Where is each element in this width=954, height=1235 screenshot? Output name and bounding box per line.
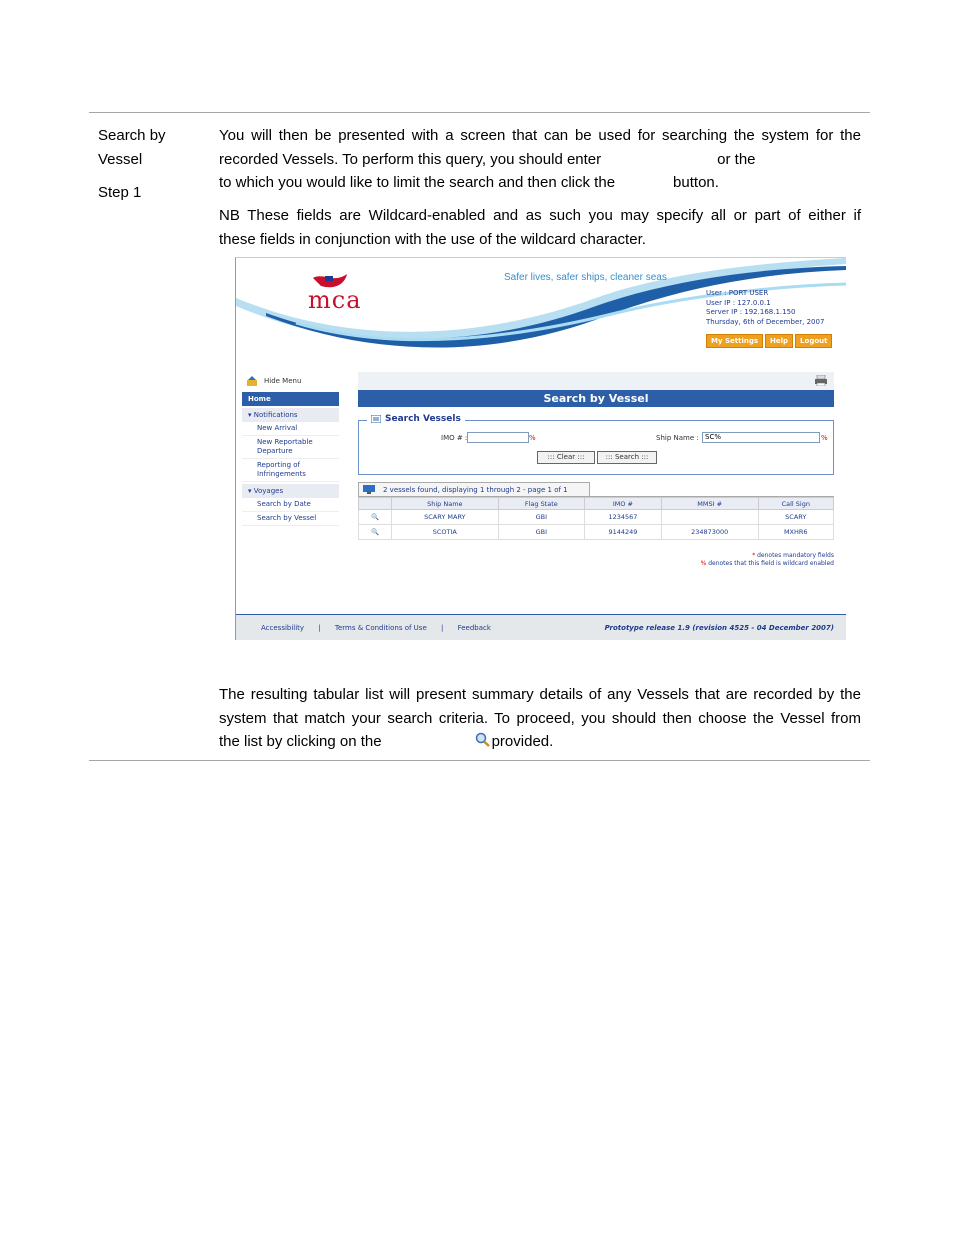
column-header: IMO # xyxy=(585,498,662,510)
result-line1: The resulting tabular list will present summary details of any Vessels that are recorded by the xyxy=(219,686,861,703)
printer-icon[interactable] xyxy=(814,375,828,386)
table-cell: GBI xyxy=(498,525,584,540)
section-label-line2: Vessel xyxy=(98,151,143,168)
result-line3b: provided. xyxy=(491,733,554,750)
magnifier-icon[interactable]: 🔍 xyxy=(359,510,392,525)
column-header: Flag State xyxy=(498,498,584,510)
menu-voyages-label: Voyages xyxy=(253,487,284,495)
user-name: User : PORT USER xyxy=(706,289,769,297)
tagline: Safer lives, safer ships, cleaner seas xyxy=(504,272,667,283)
toolbar xyxy=(358,372,834,390)
bottom-rule xyxy=(89,760,870,761)
logo: mca xyxy=(308,286,362,314)
hide-menu-icon xyxy=(246,375,258,387)
menu-new-arrival[interactable]: New Arrival xyxy=(242,422,339,436)
column-header: Call Sign xyxy=(758,498,833,510)
hide-menu-label: Hide Menu xyxy=(264,377,302,385)
results-summary: 2 vessels found, displaying 1 through 2 - page 1 of 1 xyxy=(383,485,568,494)
result-line2: system that match your search criteria. To proceed, you should then choose the Vessel from xyxy=(219,709,861,727)
search-button[interactable]: ::: Search ::: xyxy=(597,451,657,464)
legend-notes xyxy=(701,552,834,568)
imo-label: IMO # : xyxy=(441,434,468,442)
search-vessels-title: Search Vessels xyxy=(385,414,461,424)
intro-line2b: or the xyxy=(717,150,756,168)
intro-line3 xyxy=(219,171,861,195)
chevron-down-icon: ▾ xyxy=(248,411,254,419)
menu-search-by-vessel[interactable]: Search by Vessel xyxy=(242,512,339,526)
intro-line2a: recorded Vessels. To perform this query, you should enter xyxy=(219,150,602,168)
user-ip: User IP : 127.0.0.1 xyxy=(706,298,771,307)
wildcard-mark: % xyxy=(700,560,707,567)
intro-line3b: button. xyxy=(673,174,719,191)
menu-home[interactable]: Home xyxy=(242,392,339,406)
nb-line1: NB These fields are Wildcard-enabled and as such you may specify all or part of either if xyxy=(219,207,861,224)
page-title: Search by Vessel xyxy=(358,390,834,407)
ship-name-wildcard-marker: % xyxy=(821,434,828,442)
user-info xyxy=(706,289,824,327)
app-screenshot xyxy=(235,257,846,640)
magnifier-icon[interactable]: 🔍 xyxy=(359,525,392,540)
column-header: Ship Name xyxy=(392,498,499,510)
menu-search-by-date[interactable]: Search by Date xyxy=(242,498,339,512)
mandatory-text: denotes mandatory fields xyxy=(757,552,834,559)
terms-link[interactable]: Terms & Conditions of Use xyxy=(334,624,427,632)
form-icon xyxy=(371,415,381,423)
footer-separator: | xyxy=(441,624,444,632)
menu-new-departure[interactable]: New Reportable Departure xyxy=(242,436,339,459)
table-cell: 234873000 xyxy=(661,525,758,540)
section-label xyxy=(98,124,166,172)
server-ip: Server IP : 192.168.1.150 xyxy=(706,308,796,317)
magnifier-icon xyxy=(474,732,492,748)
wildcard-note xyxy=(701,560,834,568)
table-row xyxy=(359,525,834,540)
table-cell: MXHR6 xyxy=(758,525,833,540)
table-cell xyxy=(661,510,758,525)
side-menu xyxy=(242,372,339,526)
feedback-link[interactable]: Feedback xyxy=(457,624,491,632)
result-line3a: the list by clicking on the xyxy=(219,733,382,750)
imo-input[interactable] xyxy=(467,432,529,443)
my-settings-button[interactable]: My Settings xyxy=(706,334,763,348)
mandatory-mark: * xyxy=(752,552,756,559)
footer-links xyxy=(261,624,491,632)
footer-separator: | xyxy=(318,624,321,632)
results-table xyxy=(358,497,834,540)
table-cell: GBI xyxy=(498,510,584,525)
current-date: Thursday, 6th of December, 2007 xyxy=(706,317,825,326)
imo-wildcard-marker: % xyxy=(529,434,536,442)
table-cell: 1234567 xyxy=(585,510,662,525)
header-banner xyxy=(236,258,846,358)
nb-paragraph xyxy=(219,204,861,251)
results-tab xyxy=(358,482,590,496)
accessibility-link[interactable]: Accessibility xyxy=(261,624,305,632)
search-vessels-fieldset xyxy=(358,414,834,475)
menu-infringements[interactable]: Reporting of Infringements xyxy=(242,459,339,482)
table-cell: SCARY xyxy=(758,510,833,525)
menu-notifications-label: Notifications xyxy=(253,411,298,419)
release-info: Prototype release 1.9 (revision 4525 - 04 December 2007) xyxy=(604,624,834,632)
result-paragraph xyxy=(219,683,861,754)
intro-line3a: to which you would like to limit the search and then click the xyxy=(219,174,616,191)
logout-button[interactable]: Logout xyxy=(795,334,832,348)
top-rule xyxy=(89,112,870,113)
mandatory-note xyxy=(701,552,834,560)
ship-name-label: Ship Name : xyxy=(656,434,699,442)
nb-line2: these fields in conjunction with the use of the wildcard character. xyxy=(219,230,646,248)
hide-menu-button[interactable] xyxy=(242,372,339,390)
step-label: Step 1 xyxy=(98,184,142,201)
wildcard-text: denotes that this field is wildcard enabled xyxy=(708,560,834,567)
table-row xyxy=(359,510,834,525)
menu-voyages[interactable] xyxy=(242,484,339,498)
result-line3 xyxy=(219,730,861,754)
results-header-row xyxy=(359,498,834,510)
intro-line1: You will then be presented with a screen that can be used for searching the system for the xyxy=(219,127,861,144)
table-cell: SCARY MARY xyxy=(392,510,499,525)
help-button[interactable]: Help xyxy=(765,334,793,348)
search-vessels-legend xyxy=(367,414,465,424)
table-cell: 9144249 xyxy=(585,525,662,540)
view-column-header xyxy=(359,498,392,510)
intro-line2 xyxy=(219,148,861,172)
chevron-down-icon: ▾ xyxy=(248,487,254,495)
top-buttons xyxy=(706,334,832,348)
table-cell: SCOTIA xyxy=(392,525,499,540)
menu-notifications[interactable] xyxy=(242,408,339,422)
footer xyxy=(236,614,846,640)
column-header: MMSI # xyxy=(661,498,758,510)
clear-button[interactable]: ::: Clear ::: xyxy=(537,451,595,464)
monitor-icon xyxy=(363,485,375,494)
results-tab-bar xyxy=(358,482,834,497)
section-label-line1: Search by xyxy=(98,127,166,144)
ship-name-input[interactable]: SC% xyxy=(702,432,820,443)
intro-paragraph xyxy=(219,124,861,195)
main-panel xyxy=(358,372,834,540)
